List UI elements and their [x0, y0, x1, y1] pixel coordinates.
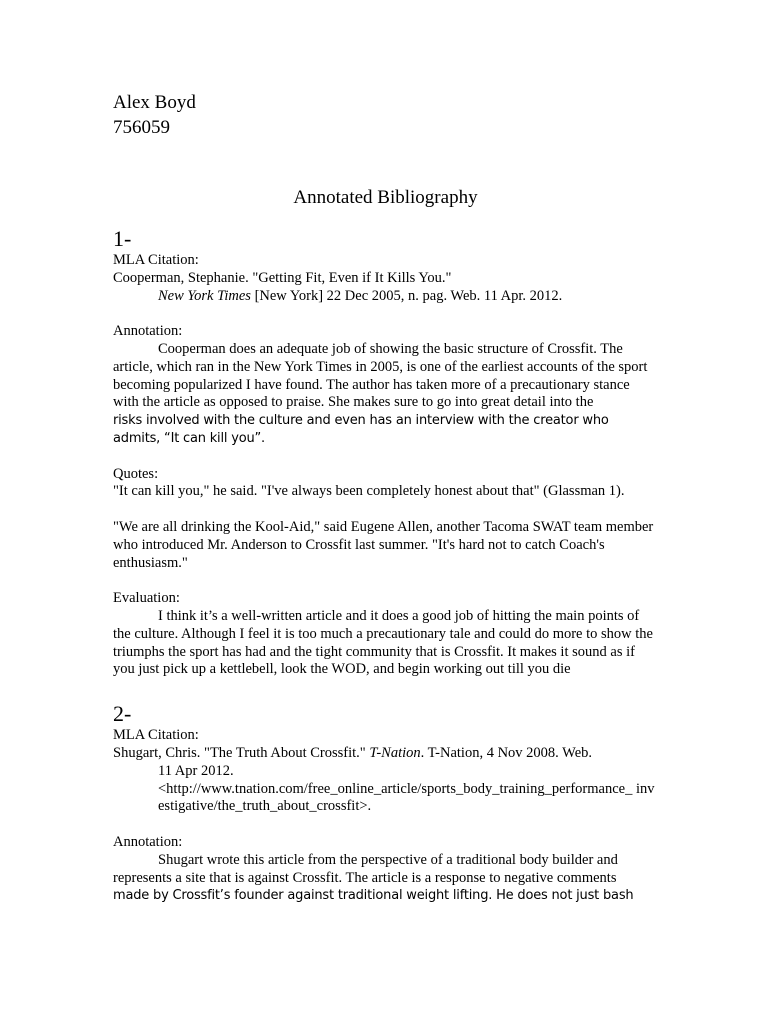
- citation-source: T-Nation: [369, 744, 421, 761]
- evaluation-text: I think it’s a well-written article and it does a good job of hitting the main points of the culture. Although I feel it is too much a precautionary tale and could do more to show the triumphs the sport has had and the tight community that is Crossfit. It makes it sound as if you just pick up a kettlebell, look the WOD, and begin working out till you die: [113, 607, 653, 678]
- author-name: Alex Boyd: [113, 92, 196, 113]
- annotation-text: Cooperman does an adequate job of showing the basic structure of Crossfit. The article, which ran in the New York Times in 2005, is one of the earliest accounts of the sport becoming popularized I have found. The author has taken more of a precautionary stance with the article as opposed to praise. She makes sure to go into great detail into the: [113, 340, 648, 411]
- entry-number: 2-: [113, 701, 132, 727]
- citation-url: <http://www.tnation.com/free_online_article/sports_body_training_performance_ investigative/the_truth_about_crossfit>.: [158, 780, 655, 815]
- annotation-text-continued: risks involved with the culture and even has an interview with the creator who admits, “It can kill you”.: [113, 413, 609, 446]
- citation-source: New York Times: [158, 287, 251, 304]
- citation-label: MLA Citation:: [113, 727, 199, 744]
- annotation-text: Shugart wrote this article from the perspective of a traditional body builder and represents a site that is against Crossfit. The article is a response to negative comments: [113, 851, 618, 886]
- entry-number: 1-: [113, 226, 132, 251]
- citation-details: [New York] 22 Dec 2005, n. pag. Web. 11 Apr. 2012.: [250, 287, 563, 304]
- citation-text: [113, 745, 658, 763]
- citation-date: 11 Apr 2012.: [158, 762, 234, 779]
- annotation-label: Annotation:: [113, 833, 183, 850]
- citation-text-continued: [113, 288, 658, 306]
- document-title: Annotated Bibliography: [293, 187, 478, 208]
- quote-text: "We are all drinking the Kool-Aid," said Eugene Allen, another Tacoma SWAT team member who introduced Mr. Anderson to Crossfit last summer. "It's hard not to catch Coach's enthusiasm.": [113, 518, 654, 571]
- document-page: [113, 90, 658, 905]
- citation-text: Cooperman, Stephanie. "Getting Fit, Even if It Kills You.": [113, 269, 452, 286]
- evaluation-label: Evaluation:: [113, 590, 180, 607]
- citation-label: MLA Citation:: [113, 252, 199, 268]
- student-id: 756059: [113, 117, 170, 138]
- quote-text: "It can kill you," he said. "I've always been completely honest about that" (Glassman 1).: [113, 483, 625, 500]
- annotation-label: Annotation:: [113, 323, 183, 340]
- quotes-label: Quotes:: [113, 465, 159, 482]
- annotation-text-continued: made by Crossfit’s founder against traditional weight lifting. He does not just bash: [113, 888, 634, 904]
- citation-author-title: Shugart, Chris. "The Truth About Crossfit.": [113, 744, 370, 761]
- citation-details: . T-Nation, 4 Nov 2008. Web.: [420, 744, 593, 761]
